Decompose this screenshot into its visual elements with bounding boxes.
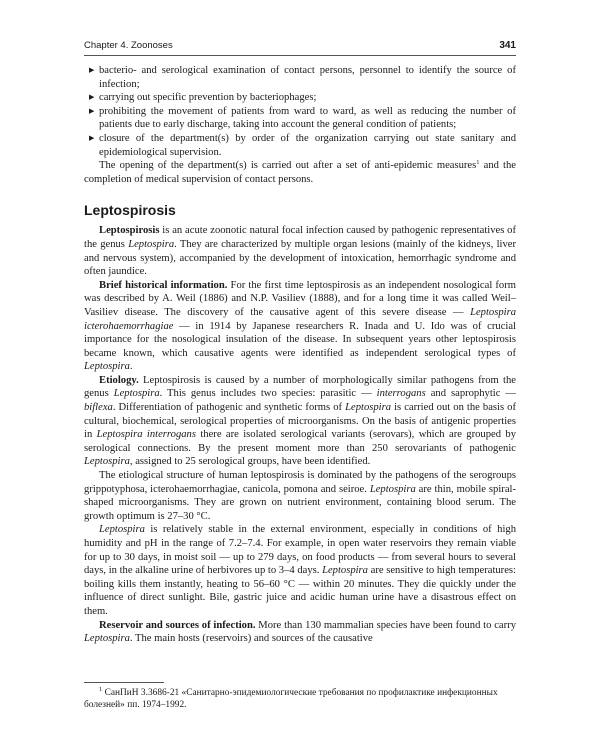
list-item — [84, 132, 516, 159]
section-title: Leptospirosis — [84, 202, 176, 219]
term: Leptospirosis — [99, 225, 160, 237]
closing-paragraph: The opening of the department(s) is carried out after a set of anti-epidemic measures$^1$ and the completion of medical supervision of contact persons. — [84, 159, 516, 185]
list-item-text: prohibiting the movement of patients from ward to ward, as well as reducing the number of patients due to early discharge, taking into account the general condition of patients; — [99, 105, 516, 131]
list-item-text: carrying out specific prevention by bacteriophages; — [99, 92, 317, 104]
measures-list — [84, 64, 516, 159]
list-item — [84, 91, 516, 105]
list-item — [84, 105, 516, 132]
list-item — [84, 64, 516, 91]
etiology-paragraph: Etiology. Leptospirosis is caused by a number of morphologically similar pathogens from the genus Leptospira. This genus includes two species: parasitic — interrogans and saprophytic — biflexa. Differentiation of pathogenic and synthetic forms of Leptospira is carried out on the basis of cultural, biochemical, serological properties of microorganisms. On the basis of antigenic properties in Leptospira interrogans there are isolated serological variants (serovars), which are grouped by serological connections. By the present moment more than 250 serovariants of pathogenic Leptospira, assigned to 25 serological groups, have been identified. — [84, 374, 517, 468]
running-head — [84, 40, 516, 56]
page-number: 341 — [499, 40, 516, 51]
footnote — [84, 687, 516, 711]
paragraph-label: Reservoir and sources of infection. — [99, 619, 256, 631]
reservoir-paragraph: Reservoir and sources of infection. More than 130 mammalian species have been found to carry Leptospira. The main hosts (reservoirs) and sources of the causative — [84, 619, 516, 645]
structure-paragraph: The etiological structure of human leptospirosis is dominated by the pathogens of the serogroups grippotyphosa, icterohaemorrhagiae, canicola, pomona and seiroe. Leptospira are thin, mobile spiral-shaped microorganisms. They are grown on nutrient environment, containing blood serum. The growth optimum is 27–30 °C. — [84, 470, 516, 522]
bullet-icon: ▶ — [89, 66, 95, 74]
footnote-text: СанПиН 3.3686-21 «Санитарно-эпидемиологические требования по профилактике инфекционных болезней» пп. 1974–1992. — [84, 688, 498, 710]
bullet-icon: ▶ — [89, 133, 95, 142]
list-item-text: closure of the department(s) by order of the organization carrying out state sanitary and epidemiological supervision. — [99, 132, 516, 158]
list-item-text: bacterio- and serological examination of contact persons, personnel to identify the source of infection; — [99, 65, 516, 90]
paragraph-label: Brief historical information. — [99, 279, 228, 291]
chapter-title: Chapter 4. Zoonoses — [84, 40, 173, 51]
stability-paragraph: Leptospira is relatively stable in the external environment, especially in conditions of high humidity and pH in the range of 7.2–7.4. For example, in open water reservoirs they remain viable for up to 30 days, in moist soil — up to 279 days, on food products — from several hours to several days, in the alkaline urine of herbivores up to 3–4 days. Leptospira are sensitive to high temperatures: boiling kills them instantly, heating to 56–60 °C — within 20 minutes. They die quickly under the influence of direct sunlight. Bile, gastric juice and acidic human urine have a disastrous effect on them. — [84, 524, 516, 617]
paragraph-label: Etiology. — [99, 374, 139, 386]
footnote-reference: 1 — [476, 159, 480, 167]
bullet-icon: ▶ — [89, 93, 95, 102]
history-paragraph: Brief historical information. For the first time leptospirosis as an independent nosological form was described by A. Weil (1886) and N.P. Vasiliev (1888), and for a long time it was called Weil–Vasiliev disease. The discovery of the causative agent of this severe disease — Leptospira icterohaemorrhagiae — in 1914 by Japanese researchers R. Inada and U. Ido was of crucial importance for the nosological insulation of the disease. In subsequent years other leptospirosis became known, which causative agents were identified as independent serological types of Leptospira. — [84, 279, 516, 373]
footnote-mark: 1 — [99, 686, 103, 693]
definition-paragraph: Leptospirosis is an acute zoonotic natural focal infection caused by pathogenic representatives of the genus Leptospira. They are characterized by multiple organ lesions (mainly of the kidneys, liver and nervous system), accompanied by the development of intoxication, hemorrhagic syndrome and often jaundice. — [84, 225, 516, 278]
footnotes — [84, 682, 516, 711]
bullet-icon: ▶ — [89, 106, 95, 115]
footnote-divider — [84, 682, 164, 683]
